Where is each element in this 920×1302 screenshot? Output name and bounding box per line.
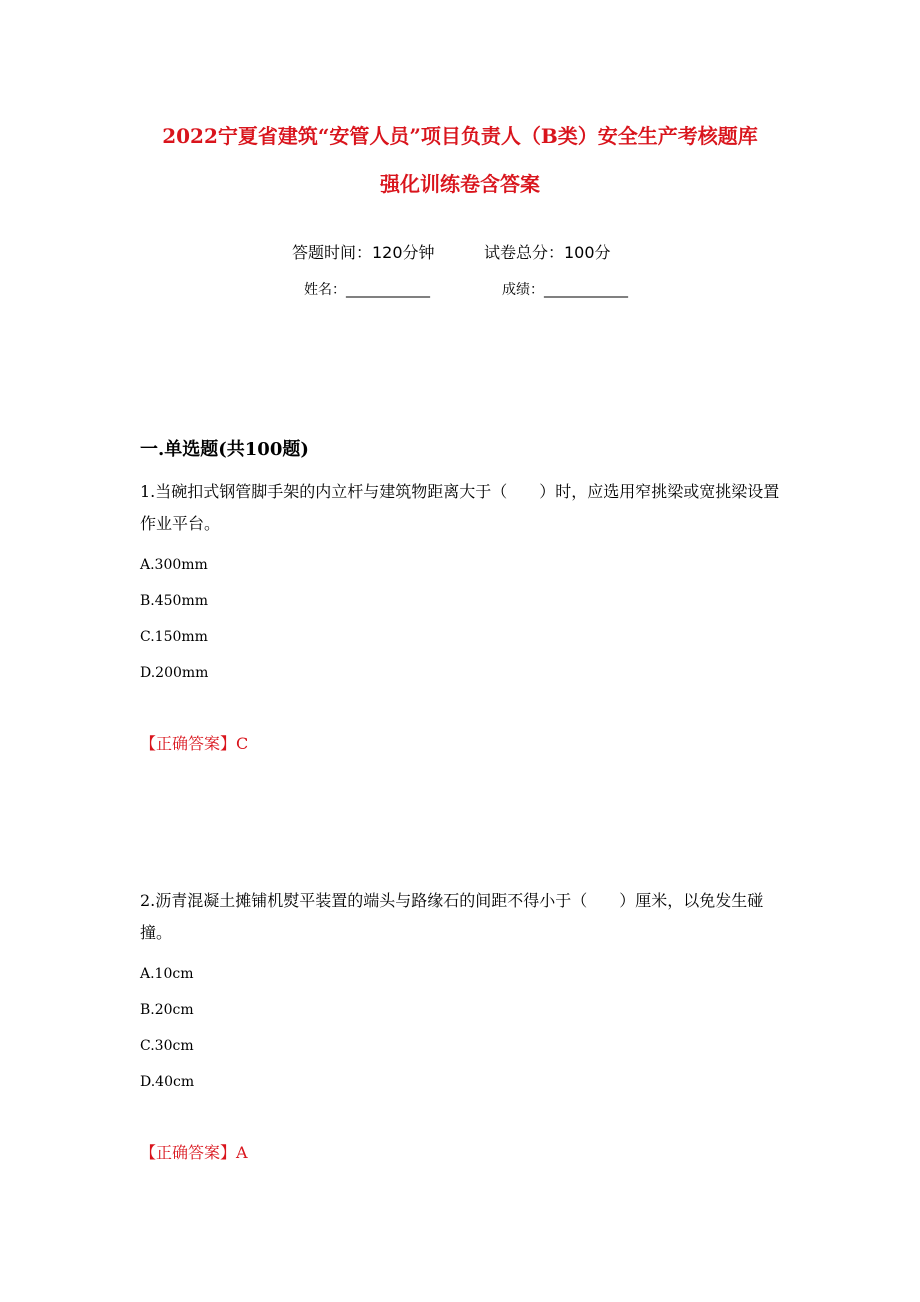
exam-total-score: 试卷总分：100分 <box>484 243 611 262</box>
question-option: D.200mm <box>140 665 209 681</box>
correct-answer: 【正确答案】C <box>140 734 249 753</box>
correct-answer: 【正确答案】A <box>140 1143 248 1162</box>
score-field <box>502 280 628 300</box>
question-option: C.30cm <box>140 1038 194 1054</box>
question-option: A.300mm <box>140 557 208 573</box>
document-title-line1: 2022宁夏省建筑“安管人员”项目负责人（B类）安全生产考核题库 <box>162 124 758 148</box>
question-option: D.40cm <box>140 1074 195 1090</box>
document-title-line2: 强化训练卷含答案 <box>380 172 540 196</box>
question-option: B.450mm <box>140 593 209 609</box>
question-option: B.20cm <box>140 1002 194 1018</box>
section-heading: 一.单选题(共100题) <box>140 439 309 460</box>
question-text: 2.沥青混凝土摊铺机熨平装置的端头与路缘石的间距不得小于（ ）厘米，以免发生碰撞。 <box>140 891 764 942</box>
question-option: C.150mm <box>140 629 208 645</box>
question-text: 1.当碗扣式钢管脚手架的内立杆与建筑物距离大于（ ）时，应选用窄挑梁或宽挑梁设置作业平台。 <box>140 482 780 533</box>
question-option: A.10cm <box>140 966 194 982</box>
score-blank: ____________ <box>544 282 628 298</box>
score-label: 成绩： <box>502 282 544 298</box>
name-label: 姓名： <box>304 282 346 298</box>
exam-time: 答题时间：120分钟 <box>292 243 435 262</box>
name-blank: ____________ <box>346 282 430 298</box>
name-field <box>304 280 430 300</box>
